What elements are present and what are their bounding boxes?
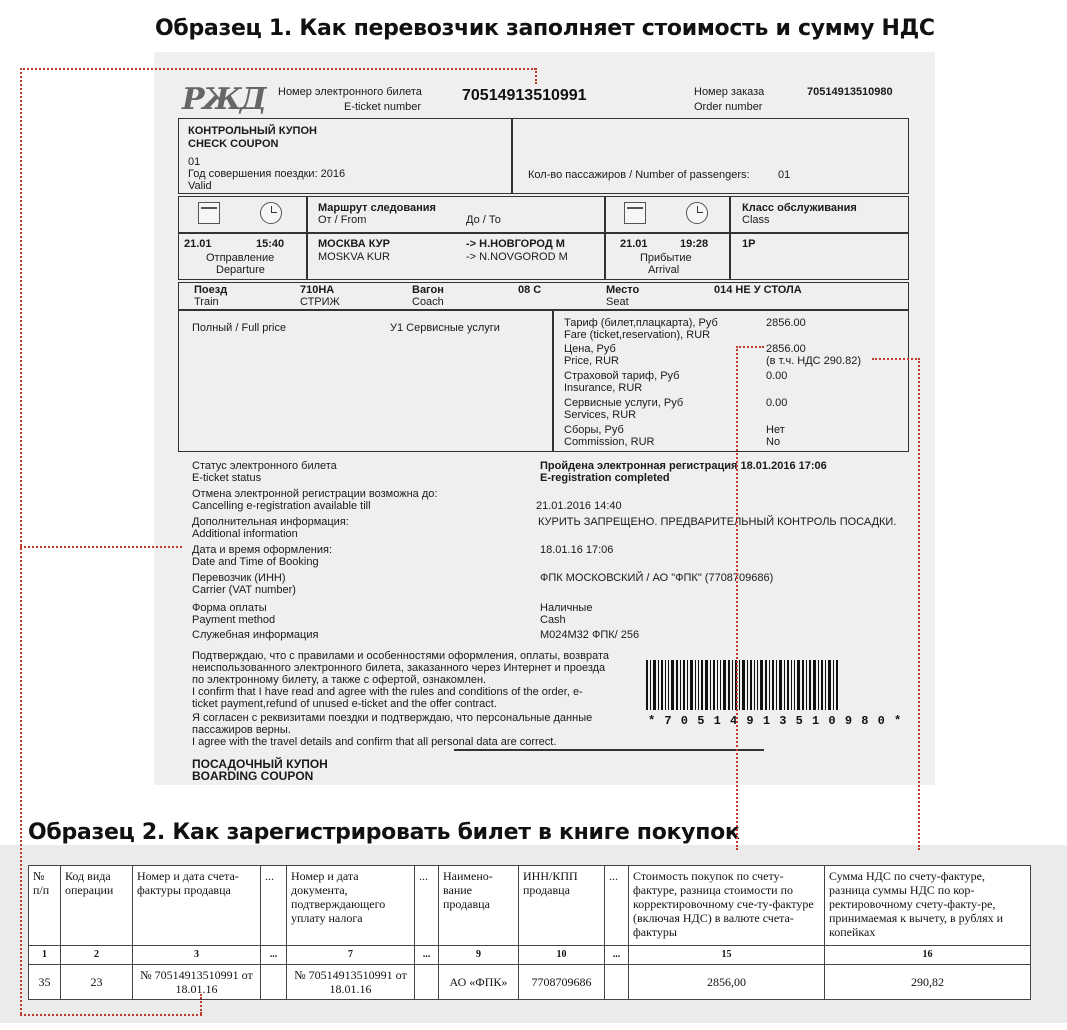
check-coupon-ru: КОНТРОЛЬНЫЙ КУПОН <box>188 125 317 137</box>
status-value-en: E-registration completed <box>540 472 670 484</box>
coach-label-ru: Вагон <box>412 284 444 296</box>
booking-value: 18.01.16 17:06 <box>540 544 614 556</box>
services-value: 0.00 <box>766 397 788 409</box>
confirm-line-2: неиспользованного электронного билета, заказанного через Интернет и проезда <box>192 662 606 674</box>
commission-value-ru: Нет <box>766 424 785 436</box>
insurance-label-en: Insurance, RUR <box>564 382 643 394</box>
order-number: 70514913510980 <box>807 86 893 98</box>
table-cell <box>261 965 287 1000</box>
connector-line <box>535 68 537 84</box>
connector-line <box>736 346 764 348</box>
eticket-label-en: E-ticket number <box>344 101 422 113</box>
agree-line-3: I agree with the travel details and confirm that all personal data are correct. <box>192 736 557 748</box>
title-sample-2: Образец 2. Как зарегистрировать билет в книге покупок <box>28 820 740 845</box>
booking-label-en: Date and Time of Booking <box>192 556 319 568</box>
from-station-ru: МОСКВА КУР <box>318 238 390 250</box>
fare-label-ru: Тариф (билет,плацкарта), Руб <box>564 317 718 329</box>
departure-date: 21.01 <box>184 238 212 250</box>
column-number: ... <box>605 946 629 965</box>
cancel-value: 21.01.2016 14:40 <box>536 500 622 512</box>
table-cell: 7708709686 <box>519 965 605 1000</box>
to-station-en: -> N.NOVGOROD M <box>466 251 568 263</box>
arrival-time: 19:28 <box>680 238 709 250</box>
header-cell: Код вида операции <box>61 866 133 946</box>
header-cell: ... <box>261 866 287 946</box>
fare-value: 2856.00 <box>766 317 806 329</box>
confirm-line-4: I confirm that I have read and agree with the rules and conditions of the order, e- <box>192 686 583 698</box>
column-number: 9 <box>439 946 519 965</box>
vat-amount: (в т.ч. НДС 290.82) <box>766 355 861 367</box>
clock-icon <box>686 202 708 224</box>
column-number: ... <box>261 946 287 965</box>
route-label: Маршрут следования <box>318 202 436 214</box>
eticket-label-ru: Номер электронного билета <box>278 86 422 98</box>
seat-label-ru: Место <box>606 284 640 296</box>
table-cell: 35 <box>29 965 61 1000</box>
commission-label-en: Commission, RUR <box>564 436 655 448</box>
additional-value: КУРИТЬ ЗАПРЕЩЕНО. ПРЕДВАРИТЕЛЬНЫЙ КОНТРОЛЬ ПОСАДКИ. <box>538 516 897 528</box>
purchase-book-panel <box>0 845 1067 1023</box>
services-label-ru: Сервисные услуги, Руб <box>564 397 684 409</box>
boarding-coupon-en: BOARDING COUPON <box>192 769 314 783</box>
title-sample-1: Образец 1. Как перевозчик заполняет стоимость и сумму НДС <box>155 16 935 41</box>
additional-label-ru: Дополнительная информация: <box>192 516 349 528</box>
services-label-en: Services, RUR <box>564 409 637 421</box>
header-cell: № п/п <box>29 866 61 946</box>
coach-value: 08 С <box>518 284 542 296</box>
header-cell: ... <box>605 866 629 946</box>
payment-label-en: Payment method <box>192 614 276 626</box>
coupon-number: 01 <box>188 156 201 168</box>
passengers-value: 01 <box>778 169 791 181</box>
header-cell: Сумма НДС по счету-фактуре, разница суммы НДС по кор-ректировочному счету-факту-ре, принимаемая к вычету, в рублях и копейках <box>825 866 1031 946</box>
passengers-label: Кол-во пассажиров / Number of passengers: <box>528 169 750 181</box>
to-label: До / То <box>466 214 501 226</box>
column-number: 16 <box>825 946 1031 965</box>
table-cell: 2856,00 <box>629 965 825 1000</box>
table-cell <box>605 965 629 1000</box>
column-number: 15 <box>629 946 825 965</box>
price-value: 2856.00 <box>766 343 806 355</box>
departure-label-ru: Отправление <box>206 252 275 264</box>
check-coupon-en: CHECK COUPON <box>188 138 279 150</box>
service-info-label: Служебная информация <box>192 629 319 641</box>
class-label-ru: Класс обслуживания <box>742 202 857 214</box>
table-cell: АО «ФПК» <box>439 965 519 1000</box>
header-cell: ... <box>415 866 439 946</box>
connector-line <box>20 68 536 70</box>
cancel-label-ru: Отмена электронной регистрации возможна до: <box>192 488 438 500</box>
payment-value-ru: Наличные <box>540 602 593 614</box>
to-station-ru: -> Н.НОВГОРОД М <box>466 238 565 250</box>
fare-label-en: Fare (ticket,reservation), RUR <box>564 329 711 341</box>
confirm-line-5: ticket payment,refund of unused e-ticket and the offer contract. <box>192 698 497 710</box>
class-value: 1Р <box>742 238 756 250</box>
arrival-date: 21.01 <box>620 238 648 250</box>
calendar-icon <box>624 202 646 224</box>
agree-line-2: пассажиров верны. <box>192 724 291 736</box>
train-name: СТРИЖ <box>300 296 340 308</box>
eticket-number: 70514913510991 <box>462 87 587 104</box>
carrier-label-en: Carrier (VAT number) <box>192 584 296 596</box>
table-cell: № 70514913510991 от 18.01.16 <box>287 965 415 1000</box>
calendar-icon <box>198 202 220 224</box>
connector-line <box>20 546 182 548</box>
train-number: 710НА <box>300 284 335 296</box>
agree-line-1: Я согласен с реквизитами поездки и подтверждаю, что персональные данные <box>192 712 593 724</box>
connector-line <box>20 1014 202 1016</box>
ticket-scan <box>154 52 935 785</box>
price-box <box>178 310 909 452</box>
commission-value-en: No <box>766 436 781 448</box>
departure-time: 15:40 <box>256 238 285 250</box>
train-label-en: Train <box>194 296 219 308</box>
status-label-ru: Статус электронного билета <box>192 460 337 472</box>
column-number: ... <box>415 946 439 965</box>
arrival-label-en: Arrival <box>648 264 680 276</box>
connector-line <box>200 994 202 1014</box>
rzd-logo: РЖД <box>182 82 265 117</box>
valid-label: Valid <box>188 180 212 192</box>
barcode <box>646 660 886 710</box>
price-label-en: Price, RUR <box>564 355 620 367</box>
carrier-label-ru: Перевозчик (ИНН) <box>192 572 286 584</box>
boarding-coupon-ru: ПОСАДОЧНЫЙ КУПОН <box>192 757 328 771</box>
barcode-text: * 7 0 5 1 4 9 1 3 5 1 0 9 8 0 * <box>648 714 903 728</box>
confirm-line-3: по электронному билету, а также с офертой, ознакомлен. <box>192 674 487 686</box>
arrival-label-ru: Прибытие <box>640 252 692 264</box>
from-station-en: MOSKVA KUR <box>318 251 390 263</box>
class-label-en: Class <box>742 214 770 226</box>
connector-line <box>872 358 920 360</box>
insurance-value: 0.00 <box>766 370 788 382</box>
from-label: От / From <box>318 214 367 226</box>
payment-label-ru: Форма оплаты <box>192 602 267 614</box>
order-label-en: Order number <box>694 101 763 113</box>
table-cell: 290,82 <box>825 965 1031 1000</box>
header-cell: Номер и дата документа, подтверждающего уплату налога <box>287 866 415 946</box>
services-code: У1 Сервисные услуги <box>390 322 500 334</box>
header-cell: ИНН/КПП продавца <box>519 866 605 946</box>
status-label-en: E-ticket status <box>192 472 262 484</box>
additional-label-en: Additional information <box>192 528 298 540</box>
payment-value-en: Cash <box>540 614 566 626</box>
header-cell: Стоимость покупок по счету-фактуре, разница стоимости по корректировочному сче-ту-фактуре (включая НДС) в валюте счета-фактуры <box>629 866 825 946</box>
booking-label-ru: Дата и время оформления: <box>192 544 333 556</box>
commission-label-ru: Сборы, Руб <box>564 424 624 436</box>
purchase-book-table <box>28 865 1031 1000</box>
status-value-ru: Пройдена электронная регистрация 18.01.2016 17:06 <box>540 460 827 472</box>
connector-line <box>20 68 22 1014</box>
connector-line <box>736 346 738 850</box>
travel-year: Год совершения поездки: 2016 <box>188 168 346 180</box>
price-type: Полный / Full price <box>192 322 287 334</box>
connector-line <box>918 358 920 850</box>
column-number: 2 <box>61 946 133 965</box>
order-label-ru: Номер заказа <box>694 86 765 98</box>
column-number: 3 <box>133 946 261 965</box>
clock-icon <box>260 202 282 224</box>
coach-label-en: Coach <box>412 296 444 308</box>
seat-label-en: Seat <box>606 296 629 308</box>
column-number: 10 <box>519 946 605 965</box>
seat-value: 014 НЕ У СТОЛА <box>714 284 802 296</box>
price-label-ru: Цена, Руб <box>564 343 616 355</box>
departure-label-en: Departure <box>216 264 265 276</box>
header-cell: Наимено-вание продавца <box>439 866 519 946</box>
table-cell <box>415 965 439 1000</box>
column-number: 1 <box>29 946 61 965</box>
train-label-ru: Поезд <box>194 284 228 296</box>
header-cell: Номер и дата счета-фактуры продавца <box>133 866 261 946</box>
table-cell: № 70514913510991 от 18.01.16 <box>133 965 261 1000</box>
insurance-label-ru: Страховой тариф, Руб <box>564 370 680 382</box>
carrier-value: ФПК МОСКОВСКИЙ / АО "ФПК" (7708709686) <box>540 572 774 584</box>
cancel-label-en: Cancelling e-registration available till <box>192 500 371 512</box>
column-number: 7 <box>287 946 415 965</box>
confirm-line-1: Подтверждаю, что с правилами и особенностями оформления, оплаты, возврата <box>192 650 610 662</box>
table-cell: 23 <box>61 965 133 1000</box>
service-info-value: М024М32 ФПК/ 256 <box>540 629 640 641</box>
